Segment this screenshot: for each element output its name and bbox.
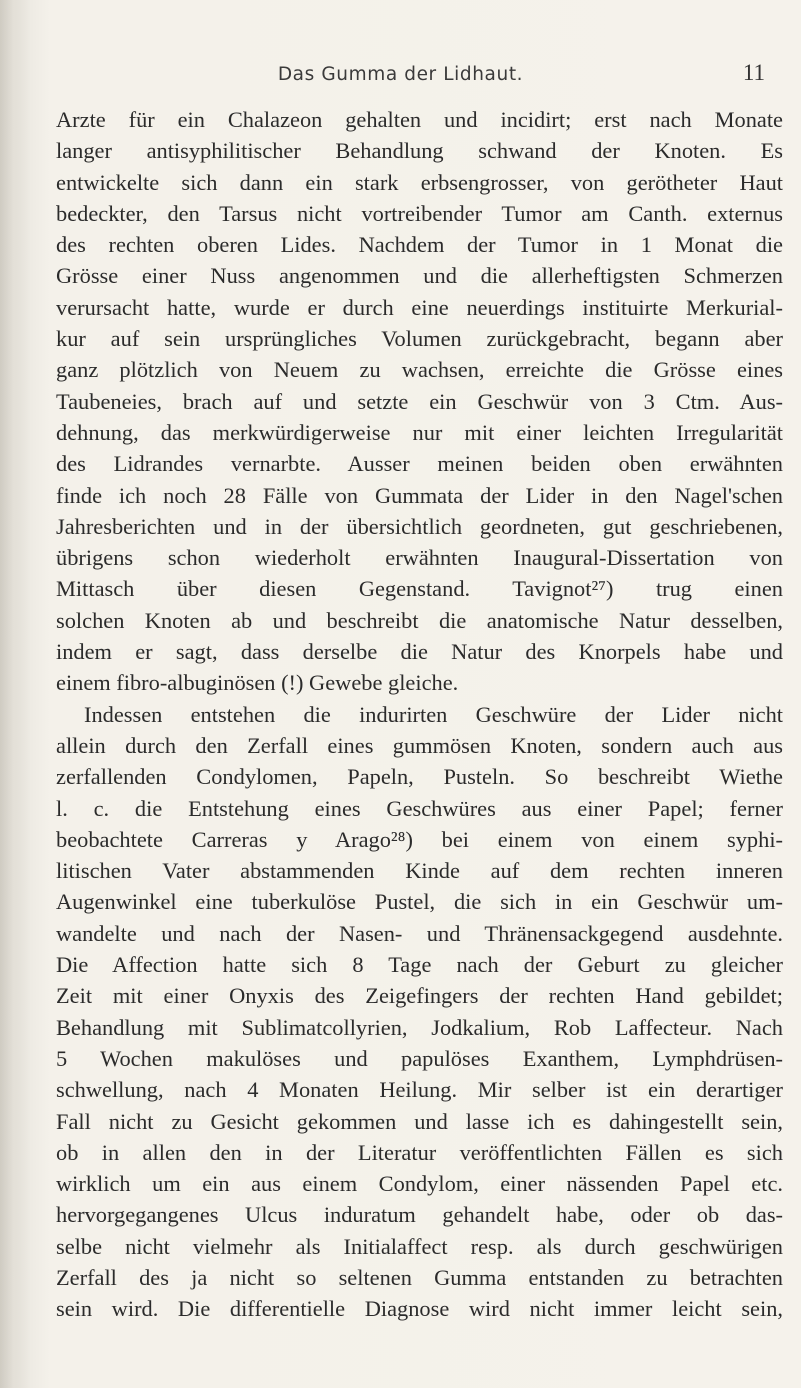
paragraph-end-line: einem fibro-albuginösen (!) Gewebe gleiche. [56, 670, 459, 696]
text-line: Arzte für ein Chalazeon gehalten und incidirt; erst nach Monate [56, 107, 783, 132]
text-line: hervorgegangenes Ulcus induratum gehandelt habe, oder ob das- [56, 1202, 783, 1228]
text-line: Jahresberichten und in der übersichtlich geordneten, gut geschriebenen, [56, 513, 783, 539]
text-line: wandelte und nach der Nasen- und Thränensackgegend ausdehnte. [56, 920, 783, 946]
text-line: indem er sagt, dass derselbe die Natur des Knorpels habe und [56, 639, 783, 665]
text-line: wirklich um ein aus einem Condylom, einer nässenden Papel etc. [56, 1171, 783, 1197]
page-binding-shadow [0, 0, 30, 1388]
text-line: des Lidrandes vernarbte. Ausser meinen beiden oben erwähnten [56, 451, 783, 477]
text-line: Zeit mit einer Onyxis des Zeigefingers der rechten Hand gebildet; [56, 983, 783, 1009]
text-line: langer antisyphilitischer Behandlung schwand der Knoten. Es [56, 138, 783, 164]
text-line: ganz plötzlich von Neuem zu wachsen, erreichte die Grösse eines [56, 357, 783, 383]
text-line: sein wird. Die differentielle Diagnose wird nicht immer leicht sein, [56, 1296, 783, 1322]
running-title: Das Gumma der Lidhaut. [277, 64, 524, 85]
text-line: allein durch den Zerfall eines gummösen Knoten, sondern auch aus [56, 732, 783, 758]
text-line: 5 Wochen makulöses und papulöses Exanthem, Lymphdrüsen- [56, 1045, 783, 1071]
text-line: Taubeneies, brach auf und setzte ein Geschwür von 3 Ctm. Aus- [56, 388, 783, 414]
text-line: verursacht hatte, wurde er durch eine neuerdings instituirte Merkurial- [56, 294, 783, 320]
text-line: Fall nicht zu Gesicht gekommen und lasse ich es dahingestellt sein, [56, 1108, 783, 1134]
text-line: Die Affection hatte sich 8 Tage nach der Geburt zu gleicher [56, 952, 783, 978]
text-line: ob in allen den in der Literatur veröffentlichten Fällen es sich [56, 1139, 783, 1165]
text-line: bedeckter, den Tarsus nicht vortreibender Tumor am Canth. externus [56, 200, 783, 226]
text-line: selbe nicht vielmehr als Initialaffect resp. als durch geschwürigen [56, 1233, 783, 1259]
paragraph-start-line: Indessen entstehen die indurirten Geschwüre der Lider nicht [84, 701, 783, 727]
text-line: l. c. die Entstehung eines Geschwüres aus einer Papel; ferner [56, 795, 783, 821]
text-line: übrigens schon wiederholt erwähnten Inaugural-Dissertation von [56, 545, 783, 571]
text-line: litischen Vater abstammenden Kinde auf dem rechten inneren [56, 858, 783, 884]
body-text [56, 104, 783, 1325]
text-line: kur auf sein ursprüngliches Volumen zurückgebracht, begann aber [56, 326, 783, 352]
page-number: 11 [742, 60, 765, 85]
text-line: dehnung, das merkwürdigerweise nur mit einer leichten Irregularität [56, 419, 783, 445]
text-line: solchen Knoten ab und beschreibt die anatomische Natur desselben, [56, 607, 783, 633]
text-line: schwellung, nach 4 Monaten Heilung. Mir selber ist ein derartiger [56, 1077, 783, 1103]
text-line: zerfallenden Condylomen, Papeln, Pusteln. So beschreibt Wiethe [56, 764, 783, 790]
running-head [0, 60, 801, 94]
text-line: Mittasch über diesen Gegenstand. Tavignot²⁷) trug einen [56, 576, 783, 602]
text-line: beobachtete Carreras y Arago²⁸) bei einem von einem syphi- [56, 826, 783, 852]
text-line: Zerfall des ja nicht so seltenen Gumma entstanden zu betrachten [56, 1264, 783, 1290]
text-line: Grösse einer Nuss angenommen und die allerheftigsten Schmerzen [56, 263, 783, 289]
text-line: des rechten oberen Lides. Nachdem der Tumor in 1 Monat die [56, 232, 783, 258]
text-line: entwickelte sich dann ein stark erbsengrosser, von gerötheter Haut [56, 169, 783, 195]
text-line: Behandlung mit Sublimatcollyrien, Jodkalium, Rob Laffecteur. Nach [56, 1014, 783, 1040]
text-line: finde ich noch 28 Fälle von Gummata der Lider in den Nagel'schen [56, 482, 783, 508]
text-line: Augenwinkel eine tuberkulöse Pustel, die sich in ein Geschwür um- [56, 889, 783, 915]
